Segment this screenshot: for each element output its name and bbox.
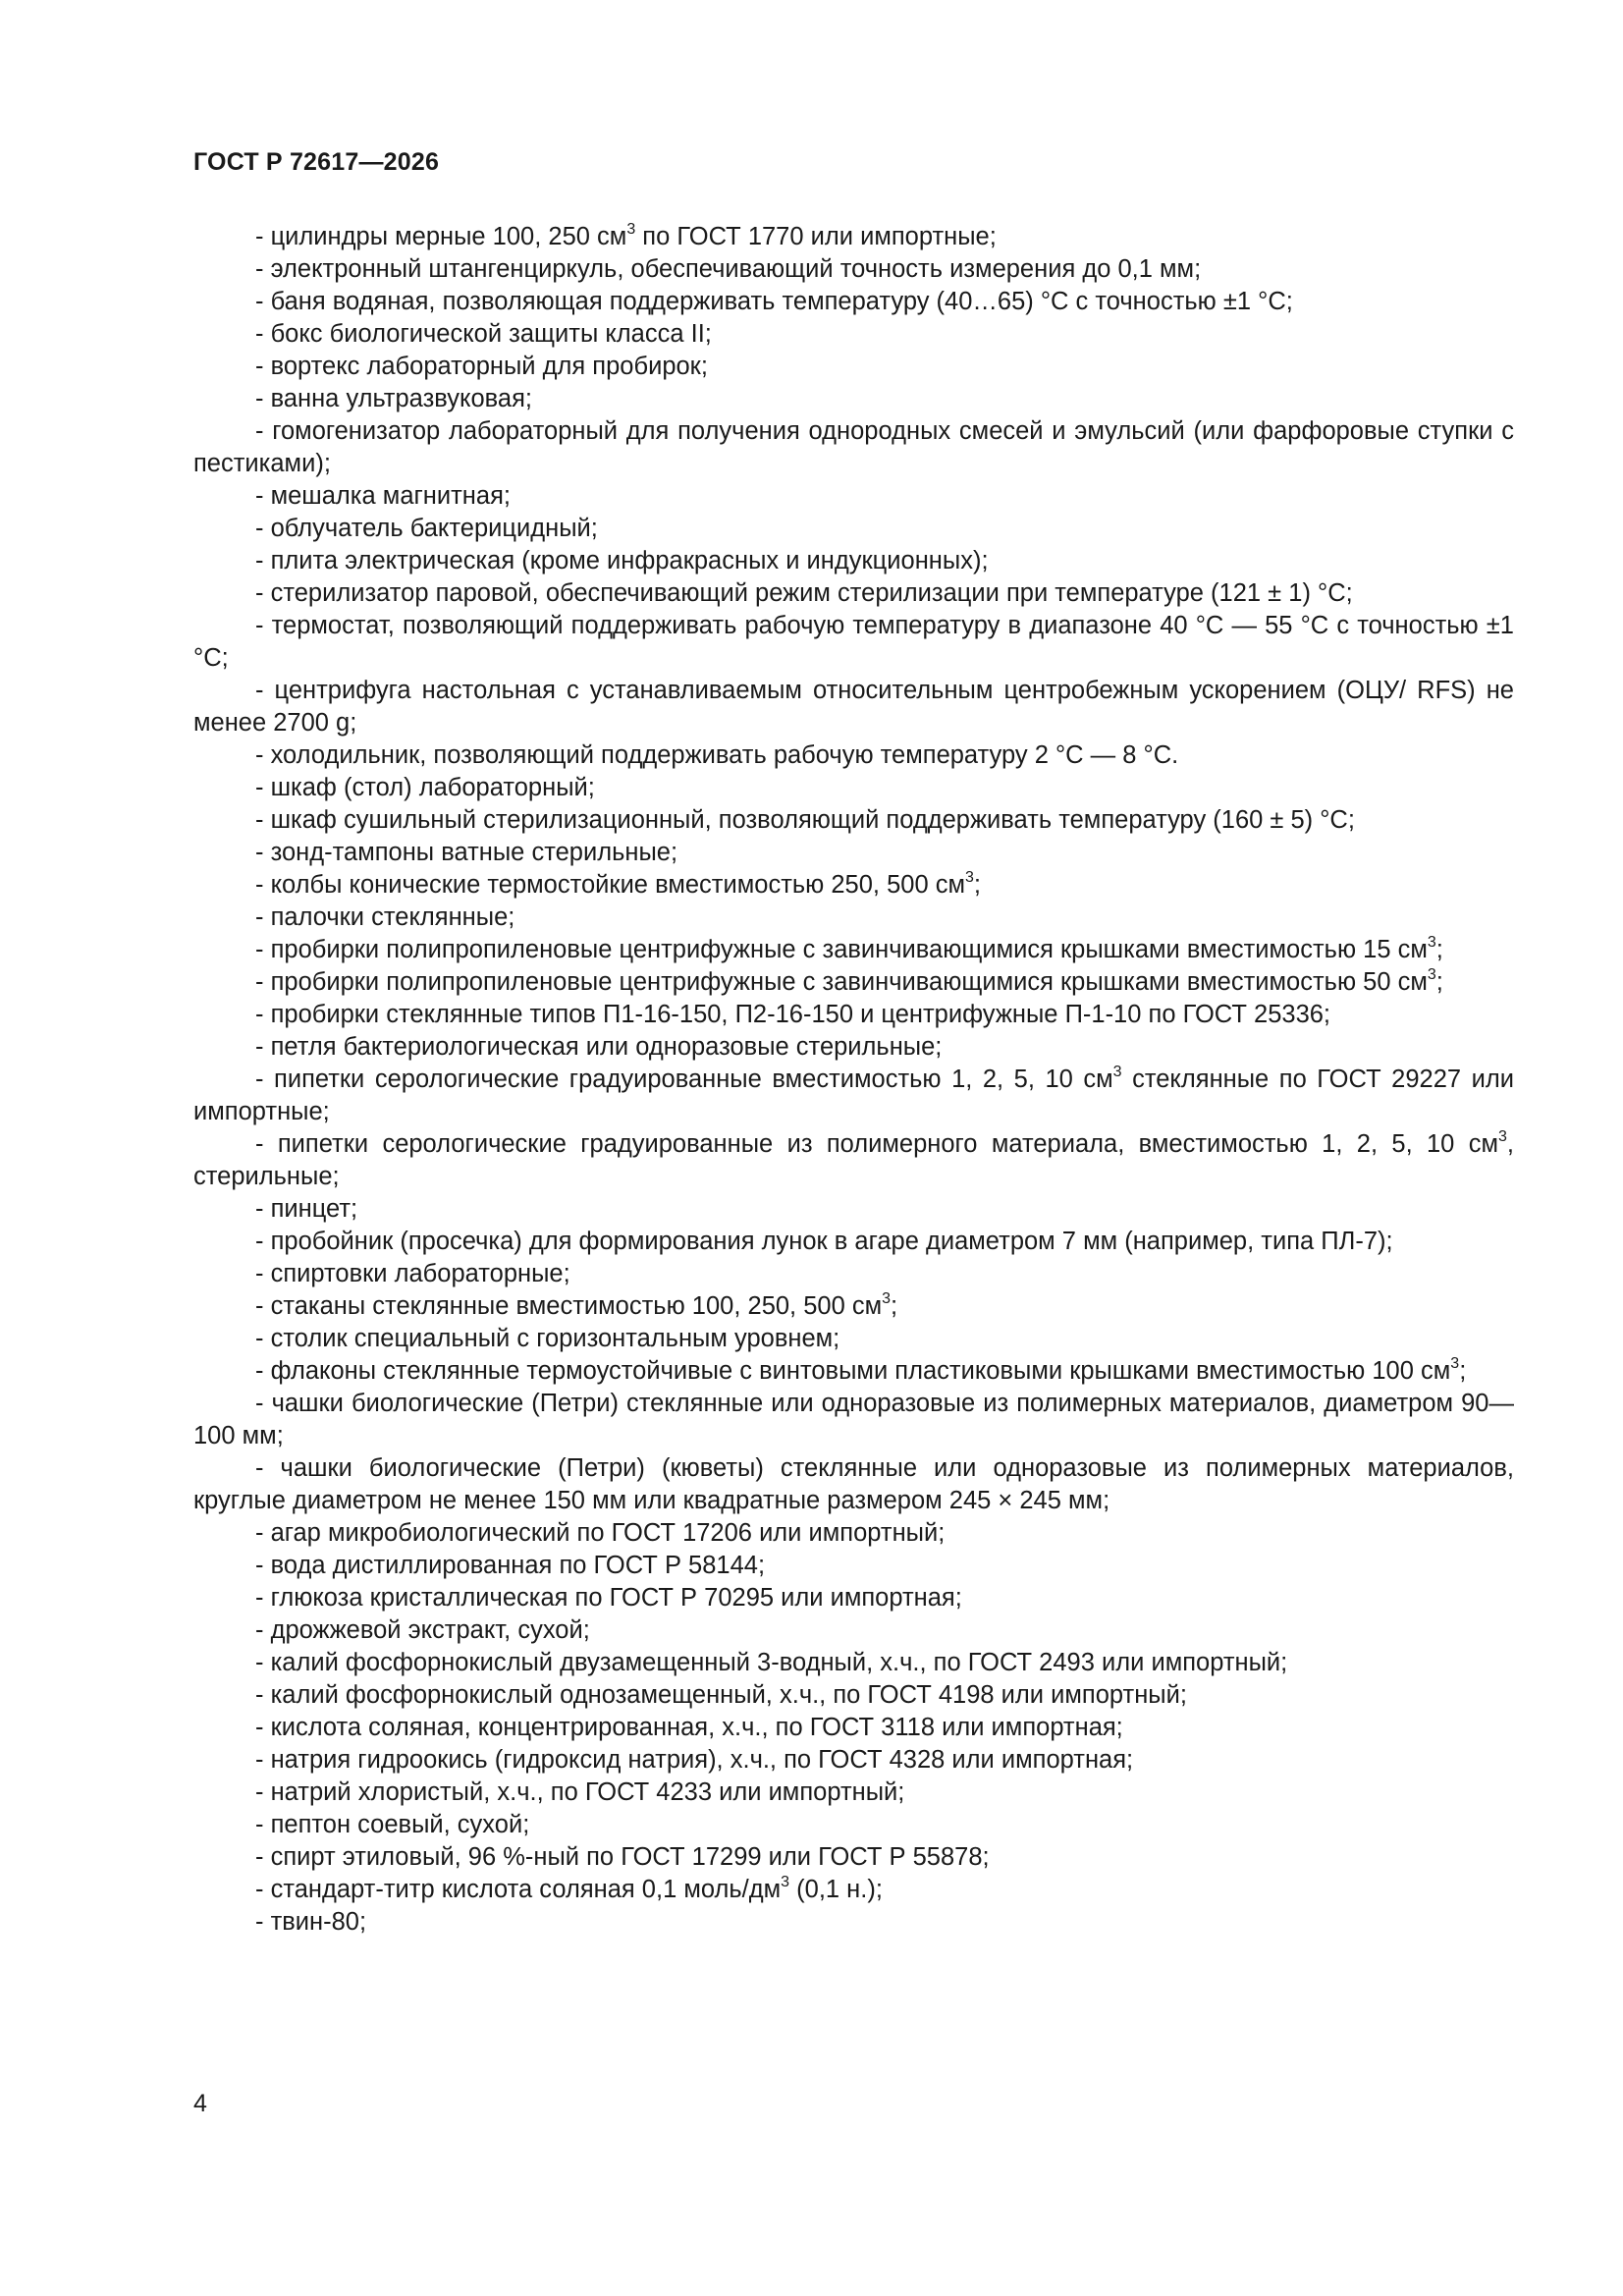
list-item-text: - ванна ультразвуковая; [255,385,532,412]
list-item [193,675,1514,739]
list-item [193,221,1514,253]
list-item [193,739,1514,772]
list-item [193,383,1514,415]
list-item-text: - мешалка магнитная; [255,482,511,510]
list-item-text: - бокс биологической защиты класса II; [255,320,712,348]
list-item [193,1809,1514,1841]
list-item [193,1031,1514,1064]
list-item-text: - пептон соевый, сухой; [255,1811,530,1838]
list-item [193,480,1514,513]
list-item [193,513,1514,545]
superscript-exponent: 3 [1427,933,1436,951]
superscript-exponent: 3 [965,868,974,886]
list-item-text: - холодильник, позволяющий поддерживать рабочую температуру 2 °С — 8 °С. [255,741,1179,769]
list-item [193,1874,1514,1906]
list-item-text: - спирт этиловый, 96 %-ный по ГОСТ 17299 или ГОСТ Р 55878; [255,1843,990,1871]
list-item [193,1550,1514,1582]
list-item-text-tail: ; [1435,936,1443,963]
list-item-text: - колбы конические термостойкие вместимостью 250, 500 см [255,871,965,899]
list-item [193,1712,1514,1744]
list-item [193,1841,1514,1874]
list-item-text: - чашки биологические (Петри) стеклянные или одноразовые из полимерных материалов, диаметром 90—100 мм; [193,1390,1514,1449]
list-item [193,772,1514,804]
list-item-text: - кислота соляная, концентрированная, х.ч., по ГОСТ 3118 или импортная; [255,1714,1123,1741]
list-item-text: - шкаф (стол) лабораторный; [255,774,595,801]
list-item-text: - вортекс лабораторный для пробирок; [255,353,708,380]
list-item-text: - пробойник (просечка) для формирования лунок в агаре диаметром 7 мм (например, типа ПЛ-7); [255,1228,1393,1255]
list-item [193,1517,1514,1550]
list-item-text: - цилиндры мерные 100, 250 см [255,223,627,250]
list-item-text: - твин-80; [255,1908,367,1936]
superscript-exponent: 3 [626,220,636,238]
list-item [193,1128,1514,1193]
list-item-text: - спиртовки лабораторные; [255,1260,570,1287]
list-item-text: - палочки стеклянные; [255,903,515,931]
superscript-exponent: 3 [1498,1127,1507,1145]
list-item-text: - пинцет; [255,1195,358,1223]
list-item-text-tail: ; [973,871,981,899]
list-item-text-tail: ; [1459,1357,1467,1385]
list-item [193,902,1514,934]
list-item [193,610,1514,675]
list-item [193,1258,1514,1290]
list-item-text: - пипетки серологические градуированные из полимерного материала, вместимостью 1, 2, 5, 10 см [255,1130,1498,1158]
list-item-text: - флаконы стеклянные термоустойчивые с винтовыми пластиковыми крышками вместимостью 100 см [255,1357,1451,1385]
list-item [193,869,1514,902]
list-item-text: - стерилизатор паровой, обеспечивающий режим стерилизации при температуре (121 ± 1) °С; [255,579,1353,607]
list-item-text: - петля бактериологическая или одноразовые стерильные; [255,1033,943,1061]
list-item-text: - гомогенизатор лабораторный для получения однородных смесей и эмульсий (или фарфоровые ступки с пестиками); [193,417,1514,477]
list-item-text: - стаканы стеклянные вместимостью 100, 250, 500 см [255,1292,883,1320]
list-item-text: - калий фосфорнокислый однозамещенный, х.ч., по ГОСТ 4198 или импортный; [255,1681,1187,1709]
superscript-exponent: 3 [1427,965,1436,983]
list-item [193,1193,1514,1226]
list-item [193,1906,1514,1939]
list-item-text: - электронный штангенциркуль, обеспечивающий точность измерения до 0,1 мм; [255,255,1202,283]
list-item-text-tail: стеклянные по ГОСТ 29227 или импортные; [193,1066,1514,1125]
list-item-text: - калий фосфорнокислый двузамещенный 3-водный, х.ч., по ГОСТ 2493 или импортный; [255,1649,1288,1676]
list-item [193,1452,1514,1517]
superscript-exponent: 3 [882,1289,892,1307]
list-item [193,1226,1514,1258]
list-item-text: - облучатель бактерицидный; [255,515,598,542]
equipment-list [193,221,1514,1939]
list-item-text-tail: , стерильные; [193,1130,1514,1190]
list-item [193,1614,1514,1647]
list-item-text: - натрий хлористый, х.ч., по ГОСТ 4233 или импортный; [255,1778,905,1806]
list-item [193,1290,1514,1323]
list-item-text: - пробирки полипропиленовые центрифужные с завинчивающимися крышками вместимостью 50 см [255,968,1428,996]
list-item-text-tail: (0,1 н.); [789,1876,883,1903]
list-item-text-tail: по ГОСТ 1770 или импортные; [635,223,997,250]
list-item-text: - дрожжевой экстракт, сухой; [255,1616,590,1644]
list-item-text: - баня водяная, позволяющая поддерживать температуру (40…65) °С с точностью ±1 °С; [255,288,1293,315]
list-item [193,1777,1514,1809]
list-item [193,1744,1514,1777]
list-item [193,934,1514,966]
list-item [193,351,1514,383]
list-item-text: - чашки биологические (Петри) (кюветы) стеклянные или одноразовые из полимерных материалов, круглые диаметром не менее 150 мм или квадратные размером 245 × 245 мм; [193,1454,1514,1514]
superscript-exponent: 3 [781,1873,790,1890]
list-item-text: - пробирки стеклянные типов П1-16-150, П2-16-150 и центрифужные П-1-10 по ГОСТ 25336; [255,1001,1331,1028]
list-item [193,966,1514,999]
list-item [193,1388,1514,1452]
list-item [193,1064,1514,1128]
list-item [193,999,1514,1031]
list-item [193,577,1514,610]
list-item [193,1323,1514,1355]
list-item-text: - термостат, позволяющий поддерживать рабочую температуру в диапазоне 40 °С — 55 °С с точностью ±1 °С; [193,612,1514,672]
list-item [193,804,1514,837]
list-item [193,1647,1514,1679]
list-item [193,318,1514,351]
list-item-text: - зонд-тампоны ватные стерильные; [255,839,678,866]
page-number: 4 [193,2090,207,2117]
list-item [193,1582,1514,1614]
list-item-text: - пробирки полипропиленовые центрифужные с завинчивающимися крышками вместимостью 15 см [255,936,1428,963]
list-item-text: - столик специальный с горизонтальным уровнем; [255,1325,840,1352]
list-item-text: - стандарт-титр кислота соляная 0,1 моль/дм [255,1876,782,1903]
list-item [193,1355,1514,1388]
list-item-text: - центрифуга настольная с устанавливаемым относительным центробежным ускорением (ОЦУ/ RFS) не менее 2700 g; [193,677,1514,737]
superscript-exponent: 3 [1112,1063,1122,1080]
list-item-text: - глюкоза кристаллическая по ГОСТ Р 70295 или импортная; [255,1584,962,1612]
list-item [193,545,1514,577]
list-item [193,253,1514,286]
list-item [193,837,1514,869]
superscript-exponent: 3 [1450,1354,1460,1372]
list-item-text: - шкаф сушильный стерилизационный, позволяющий поддерживать температуру (160 ± 5) °С; [255,806,1355,834]
list-item [193,286,1514,318]
list-item-text-tail: ; [1435,968,1443,996]
list-item-text: - вода дистиллированная по ГОСТ Р 58144; [255,1552,766,1579]
list-item-text: - плита электрическая (кроме инфракрасных и индукционных); [255,547,989,574]
document-code-header: ГОСТ Р 72617—2026 [193,148,440,176]
list-item-text: - натрия гидроокись (гидроксид натрия), х.ч., по ГОСТ 4328 или импортная; [255,1746,1134,1774]
list-item [193,1679,1514,1712]
list-item-text: - агар микробиологический по ГОСТ 17206 или импортный; [255,1519,946,1547]
list-item [193,415,1514,480]
list-item-text-tail: ; [891,1292,898,1320]
list-item-text: - пипетки серологические градуированные вместимостью 1, 2, 5, 10 см [255,1066,1113,1093]
